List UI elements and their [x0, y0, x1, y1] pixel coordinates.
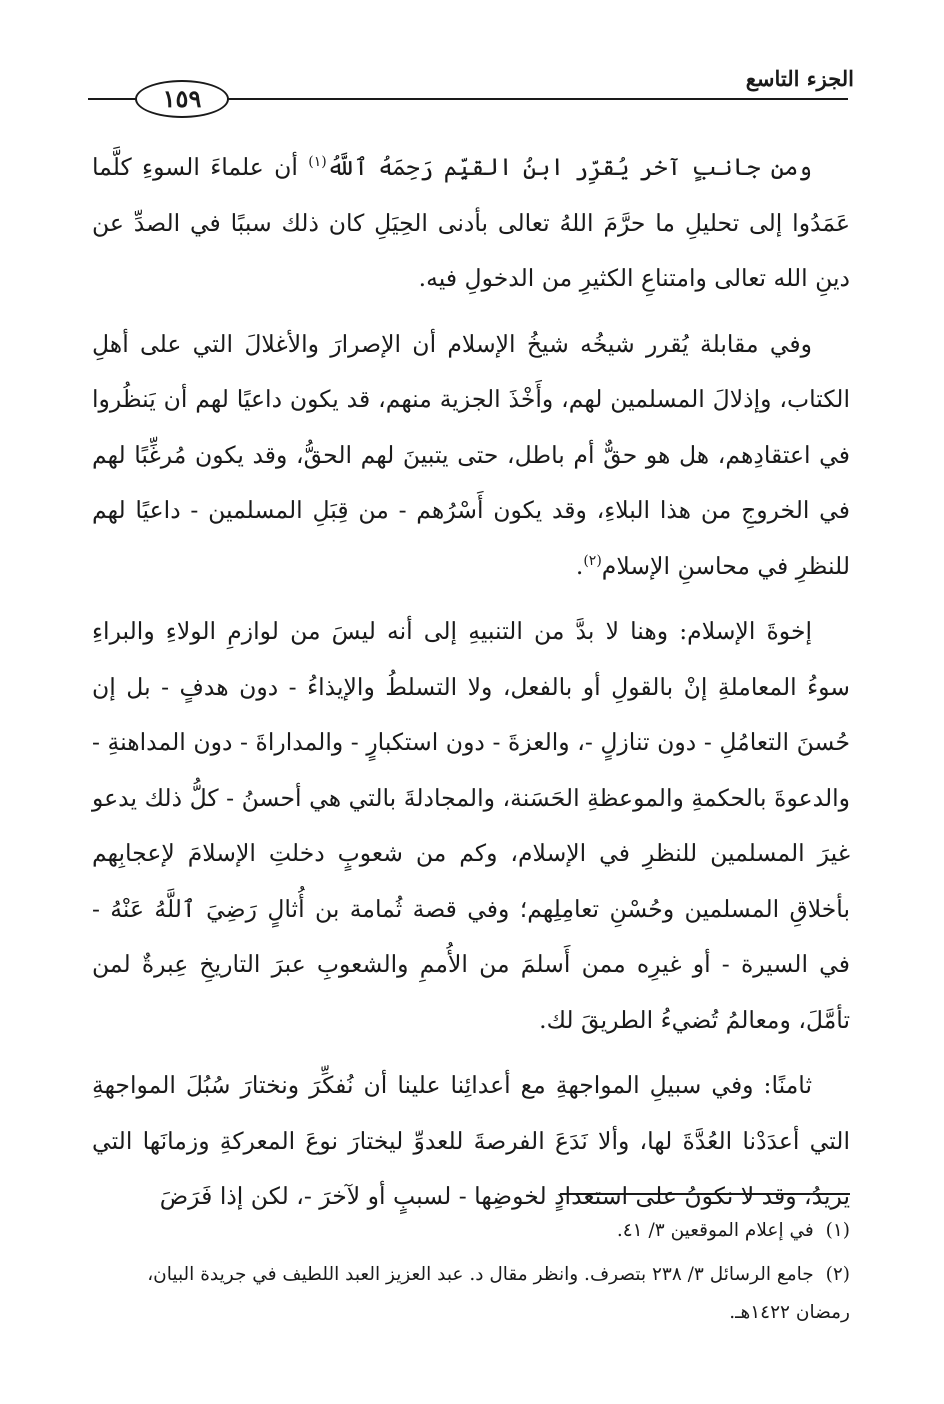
footnote-separator [560, 1193, 850, 1195]
footnote [92, 1256, 850, 1332]
body-text [92, 140, 850, 1225]
paragraph-text: ومن جانبٍ آخر يُقرِّر ابنُ القيِّم رَحِمَهُ ٱللَّهُ [326, 153, 812, 181]
footnote-text: في إعلام الموقعين ٣/ ٤١. [616, 1220, 814, 1241]
footnote-text: جامع الرسائل ٣/ ٢٣٨ بتصرف. وانظر مقال د. عبد العزيز العبد اللطيف في جريدة البيان، رمضان ١٤٢٢هـ. [147, 1264, 850, 1323]
paragraph [92, 140, 850, 307]
footnote-number: (٢) [825, 1264, 850, 1285]
paragraph-text: إخوةَ الإسلام: وهنا لا بدَّ من التنبيهِ إلى أنه ليسَ من لوازمِ الولاءِ والبراءِ سوءُ المعاملةِ إنْ بالقولِ أو بالفعل، ولا التسلطُ والإيذاءُ - دون هدفٍ - بل إن حُسنَ التعامُلِ - دون تنازلٍ -، والعزةَ - دون استكبارٍ - والمداراةَ - دون المداهنةِ - والدعوةَ بالحكمةِ والموعظةِ الحَسَنة، والمجادلةَ بالتي هي أحسنُ - كلُّ ذلك يدعو غيرَ المسلمين للنظرِ في الإسلام، وكم من شعوبٍ دخلتِ الإسلامَ لإعجابِهم بأخلاقِ المسلمين وحُسْنِ تعامِلِهم؛ وفي قصة ثُمامة بن أُثالٍ رَضِيَ ٱللَّهُ عَنْهُ - في السيرة - أو غيرِه ممن أَسلمَ من الأُممِ والشعوبِ عبرَ التاريخِ عِبرةٌ لمن تأمَّلَ، ومعالمُ تُضيءُ الطريقَ لك. [92, 617, 850, 1034]
running-title: الجزء التاسع [745, 66, 854, 91]
page-number: ١٥٩ [135, 80, 229, 118]
footnote-reference: (١) [308, 154, 327, 171]
paragraph [92, 604, 850, 1048]
paragraph-text: . [575, 551, 584, 580]
footnotes [92, 1212, 850, 1338]
page-header [0, 0, 944, 130]
footnote [92, 1212, 850, 1250]
paragraph [92, 317, 850, 595]
paragraph-text: وفي مقابلة يُقرر شيخُه شيخُ الإسلام أن الإصرارَ والأغلالَ التي على أهلِ الكتاب، وإذلالَ المسلمين لهم، وأَخْذَ الجزية منهم، قد يكون داعيًا لهم أن يَنظُروا في اعتقادِهم، هل هو حقٌّ أم باطل، حتى يتبينَ لهم الحقُّ، وقد يكون مُرغِّبًا لهم في الخروجِ من هذا البلاءِ، وقد يكون أَسْرُهم - من قِبَلِ المسلمين - داعيًا لهم للنظرِ في محاسنِ الإسلام [92, 329, 850, 580]
footnote-reference: (٢) [583, 552, 602, 569]
paragraph-text: أن علماءَ السوءِ كلَّما عَمَدُوا إلى تحليلِ ما حرَّمَ اللهُ تعالى بأدنى الحِيَلِ كان ذلك سببًا في الصدِّ عن دينِ الله تعالى وامتناعِ الكثيرِ من الدخولِ فيه. [92, 153, 850, 292]
paragraph-text: ثامنًا: وفي سبيلِ المواجهةِ مع أعدائِنا علينا أن نُفكِّرَ ونختارَ سُبُلَ المواجهةِ التي أعدَدْنا العُدَّةَ لها، وألا نَدَعَ الفرصةَ للعدوِّ ليختارَ نوعَ المعركةِ وزمانَها التي يريدُ، وقد لا نكونُ على استعدادٍ لخوضِها - لسببٍ أو لآخرَ -، لكن إذا فَرَضَ [92, 1071, 850, 1210]
paragraph [92, 1058, 850, 1225]
footnote-number: (١) [825, 1220, 850, 1241]
